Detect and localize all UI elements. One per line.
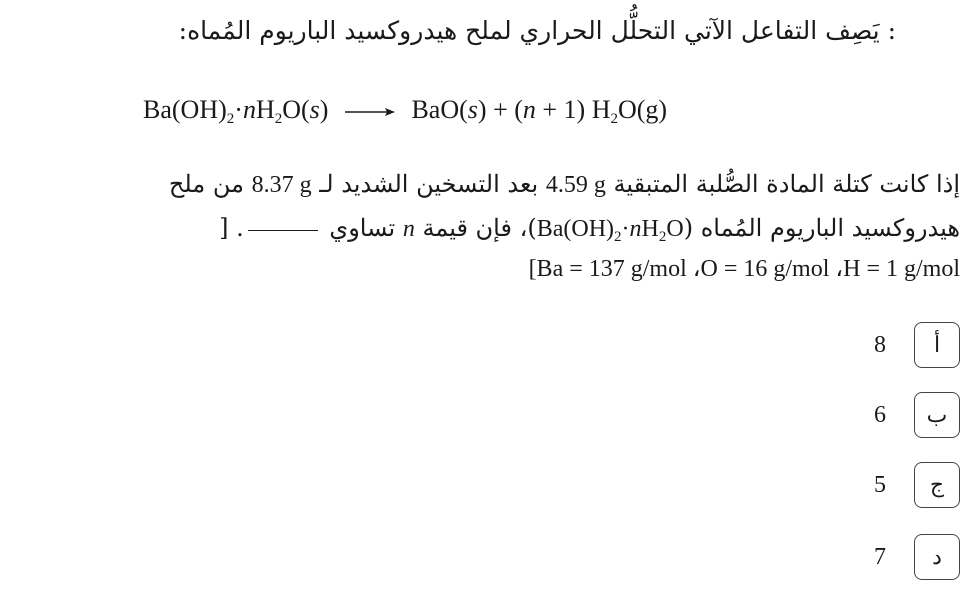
salt-formula: $Ba(OH)_2\cdot nH_2O$ [536, 216, 684, 245]
question-intro [179, 16, 896, 45]
intro-text: يَصِف التفاعل الآتي التحلُّل الحراري لملح هيدروكسيد الباريوم المُماه: [178, 16, 880, 45]
intro-colon: : [887, 16, 896, 45]
option-a-value: 8 [874, 331, 886, 358]
remaining-mass: 4.59 g [545, 172, 606, 198]
eq-products: BaO(s) + (n + 1) $H_2O(g)$ [411, 95, 668, 127]
question-line-1: إذا كانت كتلة المادة الصُّلبة المتبقية 4.59 g بعد التسخين الشديد لـ 8.37 g من ملح [168, 170, 960, 198]
option-a[interactable] [860, 322, 960, 368]
option-c-box[interactable]: ج [914, 462, 960, 508]
reaction-arrow-icon [345, 105, 395, 119]
option-b-box[interactable]: ب [914, 392, 960, 438]
option-b[interactable] [860, 392, 960, 438]
option-d-box[interactable]: د [914, 534, 960, 580]
answer-blank [248, 229, 318, 231]
eq-reactant: $Ba(OH)_2\cdot nH_2O(s)$ [143, 95, 329, 127]
option-c[interactable] [860, 462, 960, 508]
molar-masses: [Ba = 137 g/mol ،O = 16 g/mol ،H = 1 g/mol [528, 256, 960, 282]
option-b-value: 6 [874, 401, 886, 428]
reaction-equation [143, 95, 667, 128]
variable-n: n [402, 216, 415, 242]
question-line-2: هيدروكسيد الباريوم المُماه $(Ba(OH)_2\cdot nH_2O)،$ فإن قيمة n تساوي . [ [219, 214, 960, 245]
option-c-value: 5 [874, 471, 886, 498]
option-d[interactable] [860, 534, 960, 580]
option-a-box[interactable]: أ [914, 322, 960, 368]
option-d-value: 7 [874, 543, 886, 570]
initial-mass: 8.37 g [251, 172, 312, 198]
